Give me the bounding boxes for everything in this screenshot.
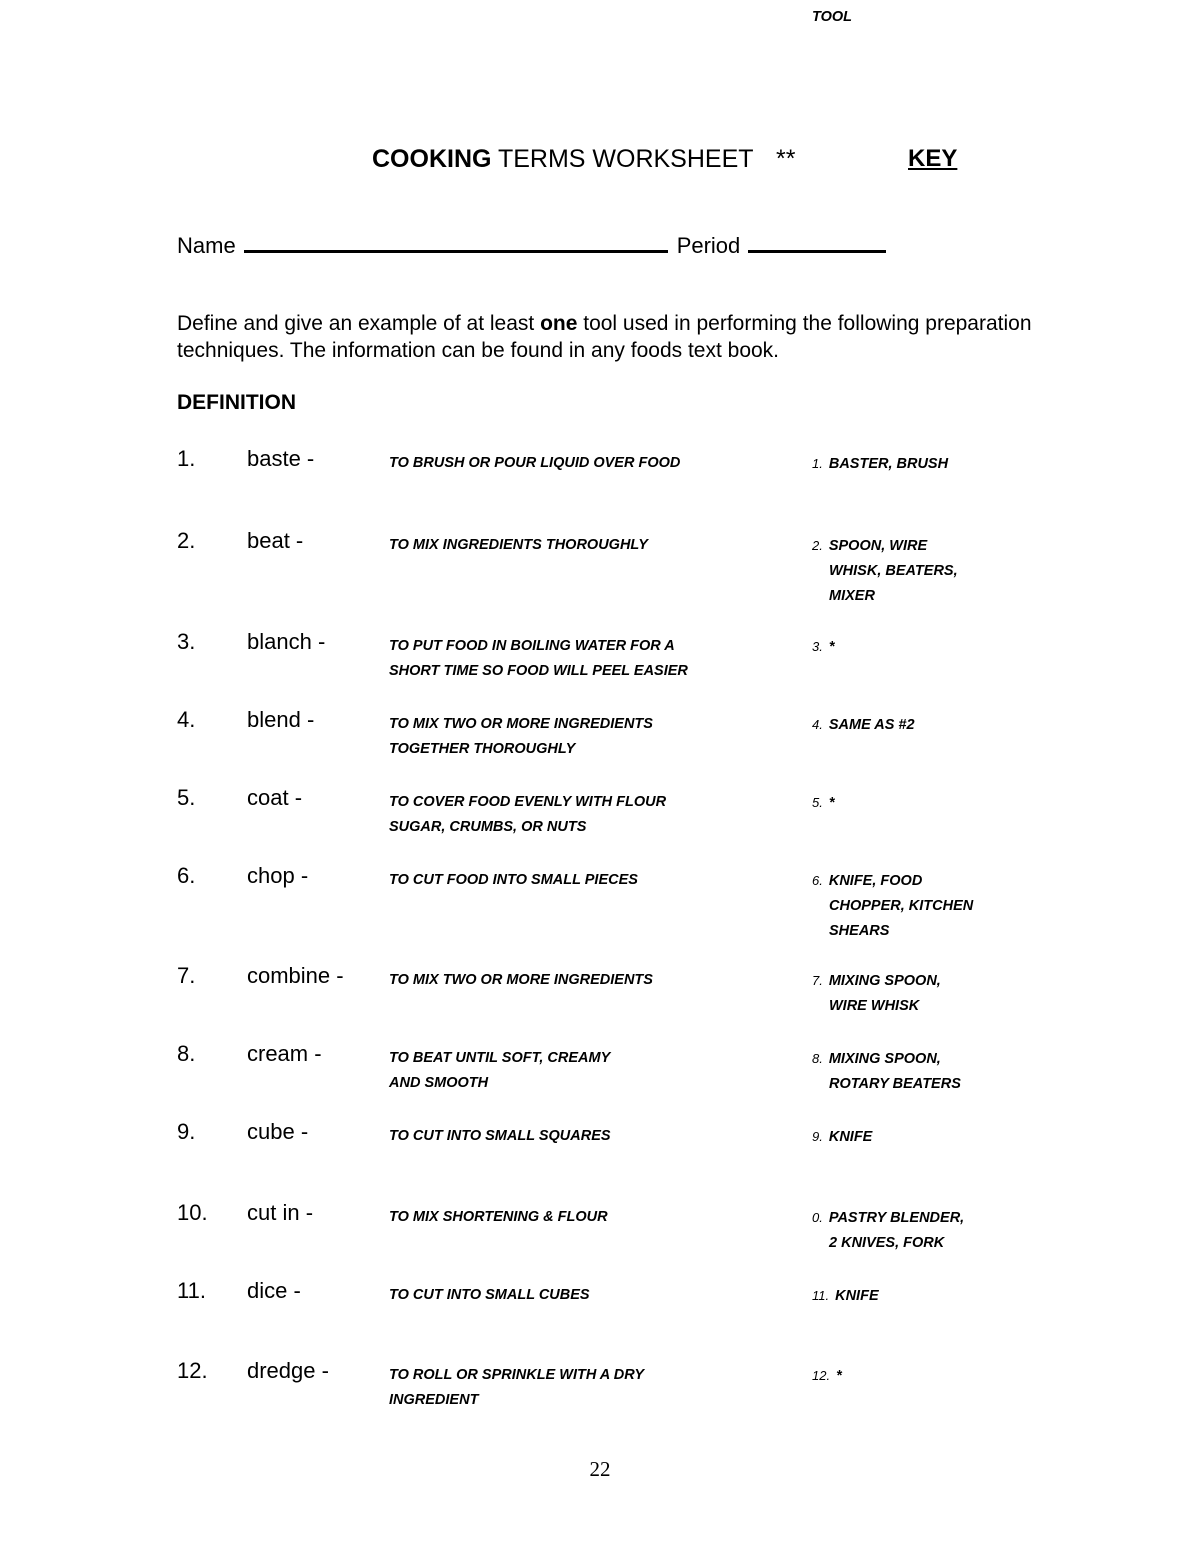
entry-term: cube -	[247, 1119, 309, 1144]
entry-definition	[389, 1124, 789, 1149]
period-blank-line[interactable]	[748, 228, 886, 253]
entry-term: blend -	[247, 707, 315, 732]
entry-term: beat -	[247, 528, 304, 553]
name-period-row	[177, 228, 886, 259]
entry-definition	[389, 790, 789, 840]
entry-number: 4.	[177, 707, 196, 732]
tool-text: 2 KNIVES, FORK	[829, 1235, 945, 1251]
tool-text: SAME AS #2	[828, 717, 915, 733]
entry-tool	[812, 1363, 1032, 1389]
entry-number: 8.	[177, 1041, 196, 1066]
tool-text: *	[836, 1368, 842, 1384]
tool-number: 6.	[812, 873, 823, 888]
title-bold-word: COOKING	[372, 145, 492, 173]
definition-line: AND SMOOTH	[389, 1075, 489, 1091]
entry-definition	[389, 868, 789, 893]
entry-definition	[389, 1046, 789, 1096]
tool-line	[812, 968, 1032, 994]
definition-line: TO CUT FOOD INTO SMALL PIECES	[389, 872, 638, 888]
entry-number: 3.	[177, 629, 196, 654]
name-blank-line[interactable]	[244, 228, 668, 253]
page-title	[372, 145, 796, 174]
title-rest: TERMS WORKSHEET	[497, 145, 754, 173]
tool-line	[812, 994, 1032, 1019]
instructions-part2: tool used in performing the following preparation techniques. The information can be found in any foods text book.	[177, 312, 1032, 362]
definition-line: INGREDIENT	[389, 1392, 479, 1408]
tool-text: *	[828, 639, 835, 655]
entry-tool	[812, 790, 1032, 816]
definition-line: SUGAR, CRUMBS, OR NUTS	[389, 819, 587, 835]
tool-text: CHOPPER, KITCHEN	[829, 898, 974, 914]
entry-term: cream -	[247, 1041, 322, 1066]
entry-term: dredge -	[247, 1358, 329, 1383]
tool-number: 5.	[812, 795, 823, 810]
page-number: 22	[589, 1457, 611, 1481]
tool-text: MIXER	[829, 588, 875, 604]
tool-line	[812, 868, 1032, 894]
entry-definition	[389, 1205, 789, 1230]
instructions-emphasis: one	[540, 312, 578, 335]
entry-term: dice -	[247, 1278, 301, 1303]
entry-number: 9.	[177, 1119, 196, 1144]
entry-tool	[812, 1046, 1032, 1097]
entry-tool	[812, 634, 1032, 660]
tool-text: PASTRY BLENDER,	[828, 1210, 965, 1226]
entry-tool	[812, 451, 1032, 477]
key-label: KEY	[908, 145, 958, 172]
entry-number: 7.	[177, 963, 196, 988]
entry-definition	[389, 1283, 789, 1308]
title-stars: **	[776, 145, 796, 173]
tool-text: WHISK, BEATERS,	[829, 563, 958, 579]
tool-line	[812, 634, 1032, 660]
tool-number: 2.	[812, 538, 823, 553]
tool-number: 11.	[812, 1288, 830, 1303]
entry-term: combine -	[247, 963, 344, 988]
definition-line: TO MIX TWO OR MORE INGREDIENTS	[389, 972, 653, 988]
tool-text: KNIFE, FOOD	[828, 873, 923, 889]
tool-text: MIXING SPOON,	[828, 1051, 941, 1067]
definition-line: TO PUT FOOD IN BOILING WATER FOR A	[389, 638, 675, 654]
tool-line	[812, 1046, 1032, 1072]
tool-line	[812, 1072, 1032, 1097]
entry-term: chop -	[247, 863, 309, 888]
entry-definition	[389, 712, 789, 762]
tool-line	[812, 533, 1032, 559]
tool-number: 1.	[812, 456, 823, 471]
tool-line	[812, 894, 1032, 919]
tool-line	[812, 919, 1032, 944]
entry-term: cut in -	[247, 1200, 314, 1225]
instructions-paragraph	[177, 310, 1037, 364]
entry-term: blanch -	[247, 629, 326, 654]
definition-line: TO BEAT UNTIL SOFT, CREAMY	[389, 1050, 611, 1066]
entry-tool	[812, 1124, 1032, 1150]
definition-line: TO CUT INTO SMALL SQUARES	[389, 1128, 611, 1144]
entry-term: coat -	[247, 785, 303, 810]
tool-text: SHEARS	[829, 923, 890, 939]
entry-tool	[812, 968, 1032, 1019]
tool-number: 3.	[812, 639, 823, 654]
tool-text: *	[828, 795, 835, 811]
tool-text: SPOON, WIRE	[828, 538, 928, 554]
entry-definition	[389, 451, 789, 476]
definition-line: TO MIX TWO OR MORE INGREDIENTS	[389, 716, 653, 732]
entry-number: 6.	[177, 863, 196, 888]
tool-text: MIXING SPOON,	[828, 973, 941, 989]
tool-number: 0.	[812, 1210, 823, 1225]
tool-line	[812, 1205, 1032, 1231]
entry-number: 12.	[177, 1358, 208, 1383]
definition-line: TO ROLL OR SPRINKLE WITH A DRY	[389, 1367, 645, 1383]
tool-number: 4.	[812, 717, 823, 732]
period-label: Period	[676, 233, 741, 258]
tool-number: 9.	[812, 1129, 823, 1144]
tool-number: 12.	[812, 1368, 831, 1383]
tool-text: WIRE WHISK	[829, 998, 920, 1014]
tool-line	[812, 584, 1032, 609]
definition-line: TO CUT INTO SMALL CUBES	[389, 1287, 590, 1303]
tool-column-header: TOOL	[812, 9, 853, 25]
entry-tool	[812, 533, 1032, 609]
tool-number: 7.	[812, 973, 823, 988]
entry-definition	[389, 1363, 789, 1413]
entry-number: 2.	[177, 528, 196, 553]
tool-line	[812, 1363, 1032, 1389]
entry-definition	[389, 968, 789, 993]
entry-definition	[389, 533, 789, 558]
entry-number: 11.	[177, 1278, 206, 1303]
tool-line	[812, 1283, 1032, 1309]
entry-tool	[812, 868, 1032, 944]
tool-text: BASTER, BRUSH	[828, 456, 949, 472]
entry-tool	[812, 1283, 1032, 1309]
entry-term: baste -	[247, 446, 315, 471]
tool-line	[812, 559, 1032, 584]
tool-text: ROTARY BEATERS	[829, 1076, 961, 1092]
definition-line: TOGETHER THOROUGHLY	[389, 741, 576, 757]
entry-tool	[812, 1205, 1032, 1256]
tool-line	[812, 1124, 1032, 1150]
tool-line	[812, 790, 1032, 816]
definition-line: SHORT TIME SO FOOD WILL PEEL EASIER	[389, 663, 688, 679]
definition-line: TO COVER FOOD EVENLY WITH FLOUR	[389, 794, 667, 810]
entry-tool	[812, 712, 1032, 738]
definition-column-header: DEFINITION	[177, 391, 296, 414]
tool-text: KNIFE	[835, 1288, 879, 1304]
tool-line	[812, 712, 1032, 738]
entry-number: 1.	[177, 446, 196, 471]
definition-line: TO MIX INGREDIENTS THOROUGHLY	[389, 537, 648, 553]
definition-line: TO BRUSH OR POUR LIQUID OVER FOOD	[389, 455, 681, 471]
tool-line	[812, 1231, 1032, 1256]
tool-number: 8.	[812, 1051, 823, 1066]
entry-number: 10.	[177, 1200, 208, 1225]
entry-number: 5.	[177, 785, 196, 810]
tool-line	[812, 451, 1032, 477]
tool-text: KNIFE	[828, 1129, 873, 1145]
definition-line: TO MIX SHORTENING & FLOUR	[389, 1209, 608, 1225]
name-label: Name	[177, 233, 236, 258]
instructions-part1: Define and give an example of at least	[177, 312, 541, 335]
entry-definition	[389, 634, 789, 684]
